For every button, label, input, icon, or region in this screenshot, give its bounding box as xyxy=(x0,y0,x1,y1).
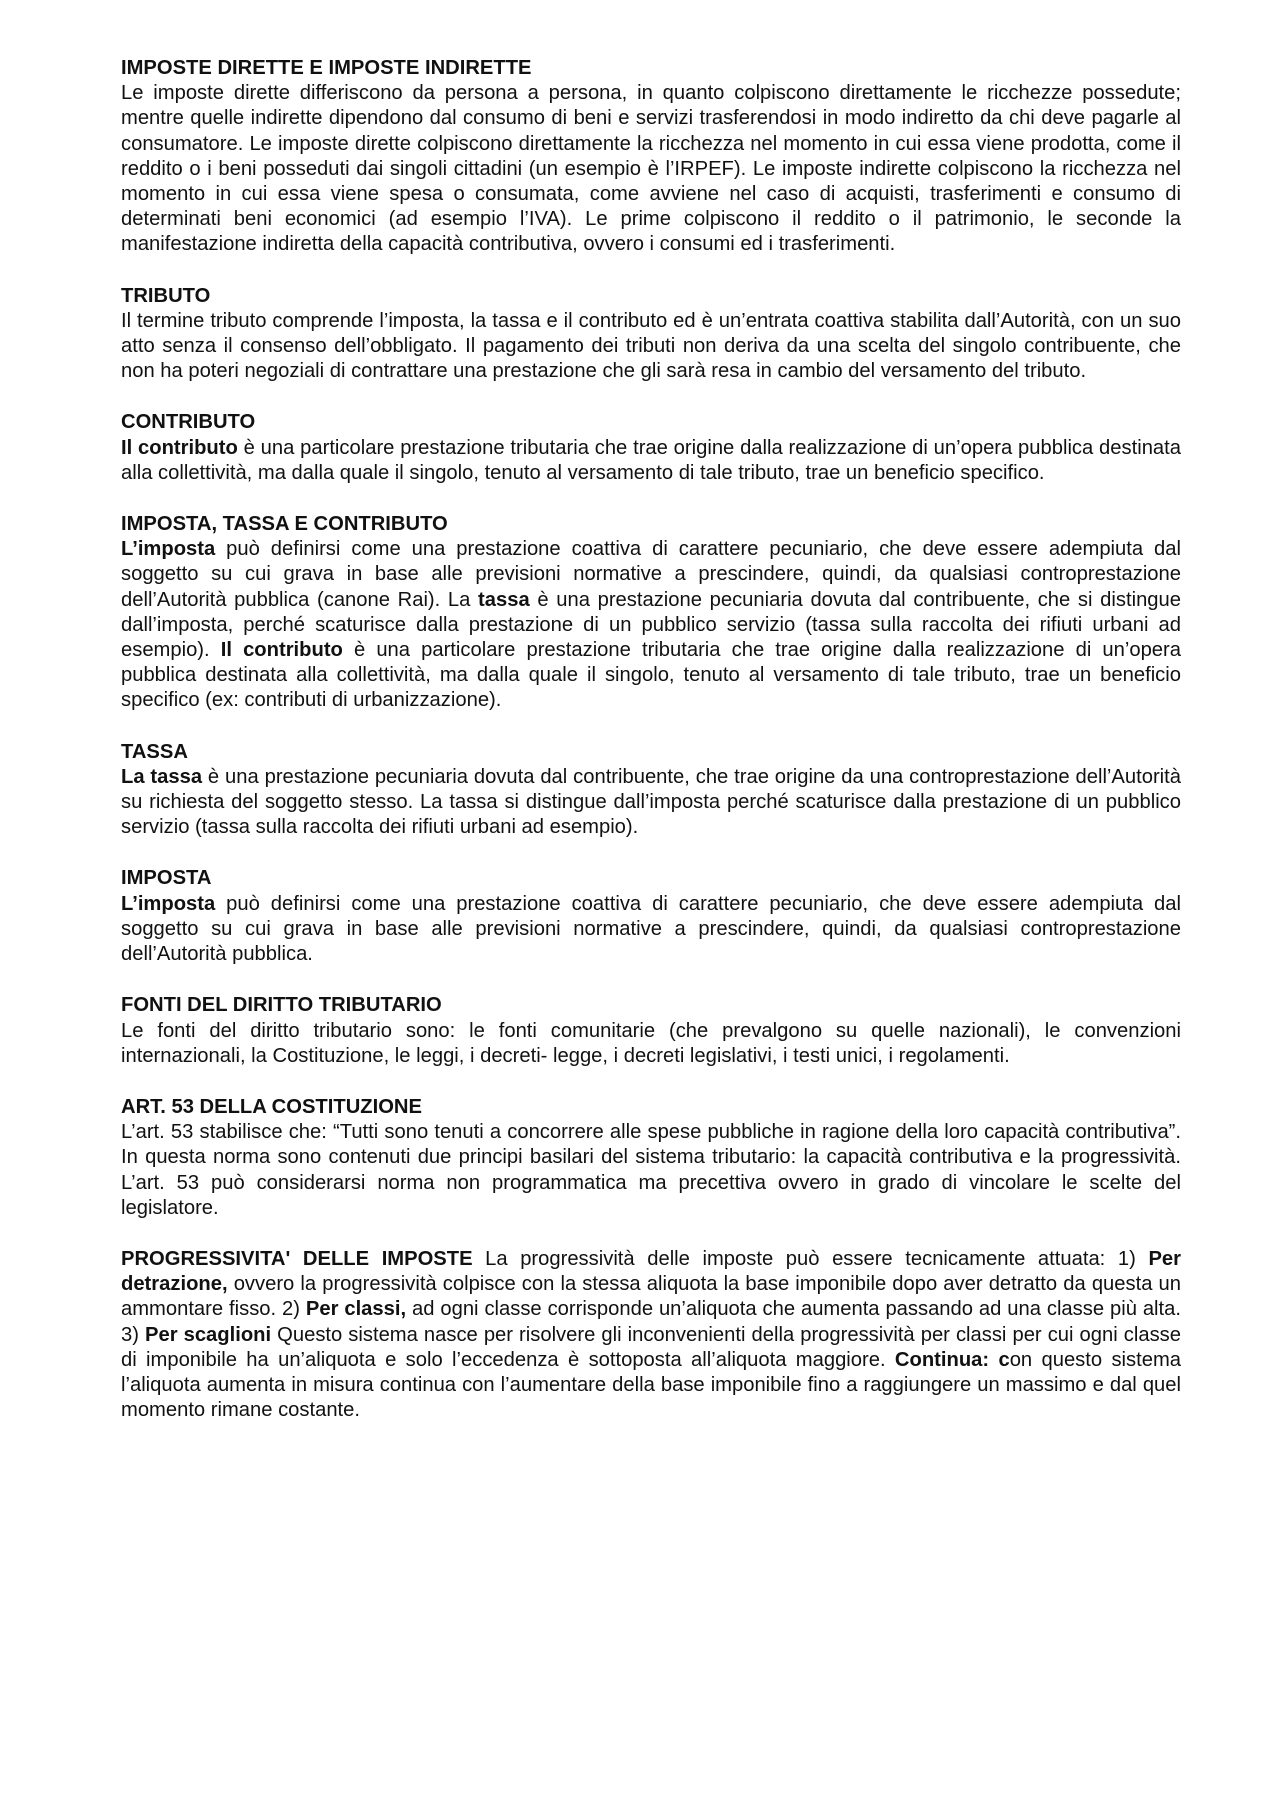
section-progressivita xyxy=(121,1247,1181,1423)
section-art-53 xyxy=(121,1095,1181,1221)
text-run: on questo sistema l’aliquota aumenta in misura continua con l’aumentare della base imponibile fino a raggiungere un massimo e dal quel momento rimane costante. xyxy=(121,1348,1181,1422)
section-paragraph xyxy=(121,309,1181,385)
section-heading: TRIBUTO xyxy=(121,284,211,307)
section-tributo xyxy=(121,284,1181,385)
text-run: è una particolare prestazione tributaria che trae origine dalla realizzazione di un’opera pubblica destinata alla collettività, ma dalla quale il singolo, tenuto al versamento di tale tributo, trae un beneficio specifico (ex: contributi di urbanizzazione). xyxy=(121,639,1181,712)
section-fonti-diritto-tributario xyxy=(121,993,1181,1069)
section-heading: IMPOSTA xyxy=(121,867,212,890)
section-paragraph xyxy=(121,765,1181,841)
section-imposte-dirette-indirette xyxy=(121,56,1181,258)
text-run: può definirsi come una prestazione coattiva di carattere pecuniario, che deve essere adempiuta dal soggetto su cui grava in base alle previsioni normative a prescindere, quindi, da qualsiasi controprestazione dell’Autorità pubblica. xyxy=(121,892,1181,966)
section-paragraph xyxy=(121,537,1181,713)
section-heading: CONTRIBUTO xyxy=(121,411,256,434)
text-run: L’art. 53 stabilisce che: “Tutti sono tenuti a concorrere alle spese pubbliche in ragione della loro capacità contributiva”. In questa norma sono contenuti due principi basilari del sistema tributario: la capacità contributiva e la progressività. L’art. 53 può considerarsi norma non programmatica ma precettiva ovvero in grado di vincolare le scelte del legislatore. xyxy=(121,1121,1181,1219)
section-paragraph xyxy=(121,1019,1181,1069)
bold-run: Continua: c xyxy=(894,1348,1010,1371)
text-run: Il termine tributo comprende l’imposta, la tassa e il contributo ed è un’entrata coattiva stabilita dall’Autorità, con un suo atto senza il consenso dell’obbligato. Il pagamento dei tributi non deriva da una scelta del singolo contribuente, che non ha poteri negoziali di contrattare una prestazione che gli sarà resa in cambio del versamento del tributo. xyxy=(121,309,1181,383)
text-run: Le imposte dirette differiscono da persona a persona, in quanto colpiscono direttamente le ricchezze possedute; mentre quelle indirette dipendono dal consumo di beni e servizi trasferendosi in modo indiretto da chi deve pagarle al consumatore. Le imposte dirette colpiscono direttamente la ricchezza nel momento in cui essa viene prodotta, come il reddito o i beni posseduti dai singoli cittadini (un esempio è l’IRPEF). Le imposte indirette colpiscono la ricchezza nel momento in cui essa viene spesa o consumata, come avviene nel caso di acquisti, trasferimenti e consumo di determinati beni economici (ad esempio l’IVA). Le prime colpiscono il reddito o il patrimonio, le seconde la manifestazione indiretta della capacità contributiva, ovvero i consumi ed i trasferimenti. xyxy=(121,82,1181,256)
bold-run: La tassa xyxy=(121,765,203,788)
section-heading: ART. 53 DELLA COSTITUZIONE xyxy=(121,1095,422,1118)
section-heading: PROGRESSIVITA' DELLE IMPOSTE xyxy=(121,1247,473,1270)
section-paragraph xyxy=(121,81,1181,257)
bold-run: Per classi, xyxy=(305,1298,407,1321)
text-run: Questo sistema nasce per risolvere gli inconvenienti della progressività per classi per cui ogni classe di imponibile ha un’aliquota e solo l’eccedenza è sottoposta all’aliquota maggiore. xyxy=(121,1323,1181,1371)
bold-run: Il contributo xyxy=(220,639,343,662)
section-heading: IMPOSTA, TASSA E CONTRIBUTO xyxy=(121,513,448,536)
text-run: Le fonti del diritto tributario sono: le fonti comunitarie (che prevalgono su quelle nazionali), le convenzioni internazionali, la Costituzione, le leggi, i decreti- legge, i decreti legislativi, i testi unici, i regolamenti. xyxy=(121,1019,1181,1067)
section-imposta xyxy=(121,866,1181,967)
text-run: è una prestazione pecuniaria dovuta dal contribuente, che trae origine da una controprestazione dell’Autorità su richiesta del soggetto stesso. La tassa si distingue dall’imposta perché scaturisce dalla prestazione di un pubblico servizio (tassa sulla raccolta dei rifiuti urbani ad esempio). xyxy=(121,765,1181,839)
section-heading: IMPOSTE DIRETTE E IMPOSTE INDIRETTE xyxy=(121,57,532,79)
text-run: è una prestazione pecuniaria dovuta dal contribuente, che si distingue dall’imposta, perché scaturisce dalla prestazione di un pubblico servizio (tassa sulla raccolta dei rifiuti urbani ad esempio). xyxy=(121,588,1181,662)
bold-run: Il contributo xyxy=(121,436,238,459)
bold-run: Per detrazione, xyxy=(121,1247,1181,1296)
section-paragraph xyxy=(121,1247,1181,1423)
section-heading: FONTI DEL DIRITTO TRIBUTARIO xyxy=(121,994,442,1017)
text-run: ad ogni classe corrisponde un’aliquota che aumenta passando ad una classe più alta. 3) xyxy=(121,1298,1181,1346)
section-heading: TASSA xyxy=(121,740,188,763)
document-page xyxy=(121,56,1181,1449)
section-paragraph xyxy=(121,892,1181,968)
text-run: La progressività delle imposte può essere tecnicamente attuata: 1) xyxy=(472,1247,1149,1270)
section-imposta-tassa-contributo xyxy=(121,512,1181,714)
text-run: può definirsi come una prestazione coattiva di carattere pecuniario, che deve essere adempiuta dal soggetto su cui grava in base alle previsioni normative a prescindere, quindi, da qualsiasi controprestazione dell’Autorità pubblica (canone Rai). La xyxy=(121,538,1181,611)
section-paragraph xyxy=(121,1120,1181,1221)
text-run: è una particolare prestazione tributaria che trae origine dalla realizzazione di un’opera pubblica destinata alla collettività, ma dalla quale il singolo, tenuto al versamento di tale tributo, trae un beneficio specifico. xyxy=(121,436,1181,484)
section-contributo xyxy=(121,410,1181,486)
bold-run: L’imposta xyxy=(121,892,216,915)
bold-run: tassa xyxy=(478,588,530,611)
text-run: ovvero la progressività colpisce con la stessa aliquota la base imponibile dopo aver detratto da questa un ammontare fisso. 2) xyxy=(121,1273,1181,1321)
section-paragraph xyxy=(121,436,1181,486)
bold-run: L’imposta xyxy=(121,538,216,561)
section-tassa xyxy=(121,740,1181,841)
bold-run: Per scaglioni xyxy=(145,1323,272,1346)
